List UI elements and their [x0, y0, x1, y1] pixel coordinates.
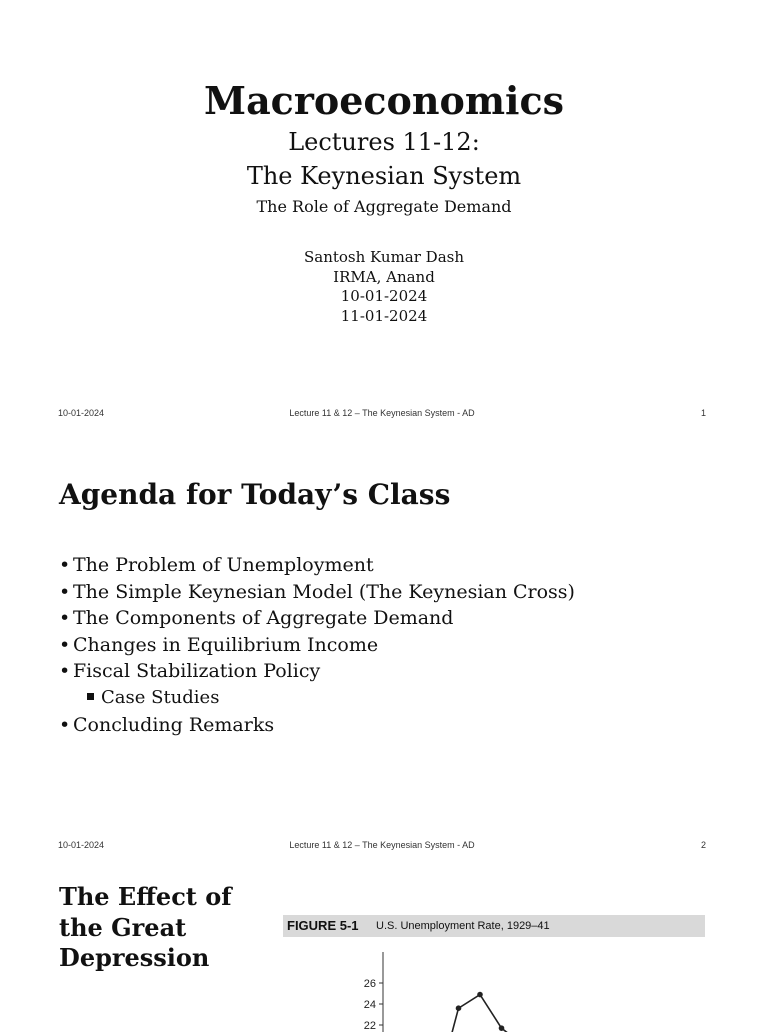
list-item: • Concluding Remarks — [59, 712, 575, 739]
figure-caption: U.S. Unemployment Rate, 1929–41 — [376, 920, 550, 932]
bullet-icon: • — [59, 633, 71, 656]
y-tick-label: 24 — [363, 999, 376, 1011]
series-line — [437, 995, 523, 1032]
sub-list-item: Case Studies — [59, 685, 575, 712]
author-name: Santosh Kumar Dash — [303, 248, 465, 266]
list-item: • Changes in Equilibrium Income — [59, 632, 575, 659]
unemployment-chart — [330, 942, 590, 1032]
lecture-subtopic: The Role of Aggregate Demand — [256, 197, 512, 216]
agenda-slide — [0, 440, 768, 860]
institution: IRMA, Anand — [333, 267, 435, 286]
footer-date: 10-01-2024 — [58, 840, 105, 850]
lecture-date-1: 10-01-2024 — [340, 287, 428, 305]
footer-date: 10-01-2024 — [58, 408, 105, 418]
bullet-icon: • — [59, 713, 71, 736]
list-item: • The Problem of Unemployment — [59, 552, 575, 579]
list-item: • Fiscal Stabilization Policy — [59, 658, 575, 685]
bullet-icon: • — [59, 554, 71, 576]
agenda-list — [59, 552, 575, 738]
bullet-icon: • — [59, 607, 71, 630]
figure-number: FIGURE 5-1 — [287, 918, 359, 933]
lecture-date-2: 11-01-2024 — [340, 306, 428, 325]
slide-title: The Effect of the Great Depression — [59, 882, 232, 972]
footer-page-number: 2 — [700, 840, 706, 850]
figure-header — [283, 915, 705, 937]
title-slide — [0, 0, 768, 430]
data-point — [499, 1025, 505, 1031]
bullet-icon: • — [59, 660, 71, 683]
author-block — [0, 248, 768, 326]
y-tick-label: 22 — [363, 1020, 376, 1032]
bullet-icon: • — [59, 580, 71, 603]
square-bullet-icon — [87, 693, 94, 700]
y-tick-label: 26 — [363, 978, 376, 990]
agenda-title: Agenda for Today’s Class — [59, 478, 451, 511]
list-item: • The Components of Aggregate Demand — [59, 605, 575, 632]
footer-title: Lecture 11 & 12 – The Keynesian System - AD — [289, 408, 475, 418]
lecture-number: Lectures 11-12: — [288, 128, 480, 156]
slide-title: Macroeconomics — [204, 78, 564, 123]
footer-title: Lecture 11 & 12 – The Keynesian System - AD — [289, 840, 475, 850]
data-point — [477, 992, 483, 998]
lecture-topic: The Keynesian System — [246, 162, 522, 190]
footer-page-number: 1 — [700, 408, 706, 418]
list-item: • The Simple Keynesian Model (The Keynesian Cross) — [59, 579, 575, 606]
data-point — [456, 1005, 462, 1011]
great-depression-slide — [0, 872, 768, 1032]
